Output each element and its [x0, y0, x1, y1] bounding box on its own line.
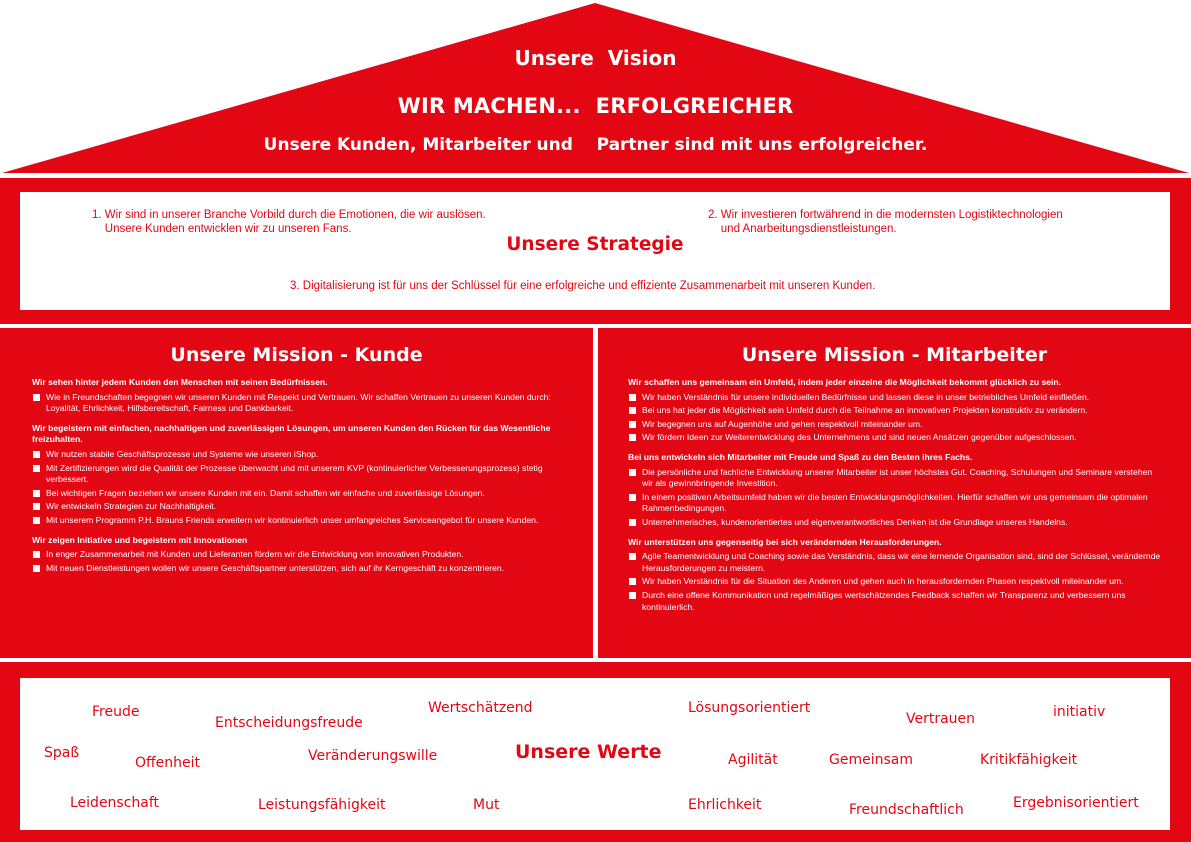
list-item: Mit unserem Programm P.H. Brauns Friends erweitern wir kontinuierlich unser umfangreiches Serviceangebot für unsere Kunden.: [32, 515, 562, 527]
mission-kunde-list-1: [32, 392, 562, 415]
mission-kunde-list-3: [32, 549, 562, 574]
value-ergebnisorientiert: Ergebnisorientiert: [1013, 795, 1139, 811]
strategy-item-1: 1. Wir sind in unserer Branche Vorbild durch die Emotionen, die wir auslösen. Unsere Kunden entwicklen wir zu unseren Fans.: [92, 209, 486, 235]
value-wertschaetzend: Wertschätzend: [428, 700, 533, 716]
vision-title: Unsere Vision: [514, 46, 677, 70]
value-freude: Freude: [92, 704, 140, 720]
value-initiativ: initiativ: [1053, 704, 1106, 720]
list-item: Bei uns hat jeder die Möglichkeit sein Umfeld durch die Teilnahme an innovativen Projekten konstruktiv zu verändern.: [628, 405, 1163, 417]
value-loesungsorientiert: Lösungsorientiert: [688, 700, 811, 716]
mission-kunde-title: Unsere Mission - Kunde: [170, 344, 423, 366]
vision-slogan: WIR MACHEN... ERFOLGREICHER: [397, 94, 794, 118]
list-item: Wir entwickeln Strategien zur Nachhaltigkeit.: [32, 501, 562, 513]
mission-mitarbeiter-panel: [598, 328, 1191, 658]
list-item: Wir begegnen uns auf Augenhöhe und gehen respektvoll miteinander um.: [628, 419, 1163, 431]
mission-kunde-list-2: [32, 449, 562, 527]
mission-mitarbeiter-title: Unsere Mission - Mitarbeiter: [741, 344, 1048, 366]
list-item: In enger Zusammenarbeit mit Kunden und Lieferanten fördern wir die Entwicklung von innovativen Produkten.: [32, 549, 562, 561]
value-leidenschaft: Leidenschaft: [70, 795, 160, 811]
value-kritikfaehigkeit: Kritikfähigkeit: [980, 752, 1078, 768]
value-leistungsfaehigkeit: Leistungsfähigkeit: [258, 797, 386, 813]
mission-mitarbeiter-list-1: [628, 392, 1163, 444]
list-item: Wir haben Verständnis für die Situation des Anderen und gehen auch in herausfordernden Phasen respektvoll miteinander um.: [628, 576, 1163, 588]
value-offenheit: Offenheit: [135, 755, 201, 771]
list-item: Wir haben Verständnis für unsere individuellen Bedürfnisse und lassen diese in unser betriebliches Umfeld einfließen.: [628, 392, 1163, 404]
mission-kunde-body: [32, 377, 562, 582]
strategy-title: Unsere Strategie: [506, 234, 684, 255]
value-ehrlichkeit: Ehrlichkeit: [688, 797, 762, 813]
list-item: Die persönliche und fachliche Entwicklung unserer Mitarbeiter ist unser höchstes Gut. Coaching, Schulungen und Seminare verstehen wir als gewinnbringende Investition.: [628, 467, 1163, 490]
strategy-item-3: 3. Digitalisierung ist für uns der Schlüssel für eine erfolgreiche und effiziente Zusammenarbeit mit unseren Kunden.: [290, 280, 876, 292]
list-item: Wie in Freundschaften begegnen wir unseren Kunden mit Respekt und Vertrauen. Wir schaffen Vertrauen zu unseren Kunden durch: Loyalität, Ehrlichkeit, Hilfsbereitschaft, Fairness und Dankbarkeit.: [32, 392, 562, 415]
value-gemeinsam: Gemeinsam: [829, 752, 913, 768]
mission-kunde-heading-2: Wir begeistern mit einfachen, nachhaltigen und zuverlässigen Lösungen, um unseren Kunden den Rücken für das Wesentliche freizuhalten.: [32, 422, 551, 445]
value-vertrauen: Vertrauen: [906, 711, 976, 727]
mission-mitarbeiter-body: [628, 377, 1163, 621]
mission-mitarbeiter-heading-1: Wir schaffen uns gemeinsam ein Umfeld, indem jeder einzelne die Möglichkeit bekommt glücklich zu sein.: [628, 377, 1062, 387]
value-mut: Mut: [473, 797, 500, 813]
list-item: Bei wichtigen Fragen beziehen wir unsere Kunden mit ein. Damit schaffen wir einfache und zuverlässige Lösungen.: [32, 488, 562, 500]
values-panel: [20, 678, 1170, 830]
mission-mitarbeiter-list-2: [628, 467, 1163, 529]
value-veraenderungswille: Veränderungswille: [308, 748, 438, 764]
list-item: Mit neuen Dienstleistungen wollen wir unsere Geschäftspartner unterstützen, sich auf ihr Kerngeschäft zu konzentrieren.: [32, 563, 562, 575]
mission-kunde-heading-3: Wir zeigen Initiative und begeistern mit Innovationen: [32, 534, 248, 545]
mission-mitarbeiter-list-3: [628, 551, 1163, 613]
list-item: Agile Teamentwicklung und Coaching sowie das Verständnis, dass wir eine lernende Organisation sind, sind der Schlüssel, verändernde Herausforderungen zu meistern.: [628, 551, 1163, 574]
value-spass: Spaß: [44, 745, 80, 761]
list-item: In einem positiven Arbeitsumfeld haben wir die besten Entwicklungsmöglichkeiten. Hierfür schaffen wir uns gemeinsam die optimalen Rahmenbedingungen.: [628, 492, 1163, 515]
mission-mitarbeiter-heading-2: Bei uns entwickeln sich Mitarbeiter mit Freude und Spaß zu den Besten ihres Fachs.: [628, 451, 973, 462]
list-item: Wir fördern Ideen zur Weiterentwicklung des Unternehmens und sind neuen Ansätzen gegenüber aufgeschlossen.: [628, 432, 1163, 444]
list-item: Unternehmerisches, kundenorientiertes und eigenverantwortliches Denken ist die Grundlage unseres Handelns.: [628, 517, 1163, 529]
list-item: Wir nutzen stabile Geschäftsprozesse und Systeme wie unseren iShop.: [32, 449, 562, 461]
value-entscheidungsfreude: Entscheidungsfreude: [215, 715, 363, 731]
list-item: Durch eine offene Kommunikation und regelmäßiges wertschätzendes Feedback schaffen wir Transparenz und verbessern uns kontinuierlich.: [628, 590, 1163, 613]
strategy-panel: [20, 192, 1170, 310]
mission-kunde-panel: [0, 328, 593, 658]
mission-mitarbeiter-heading-3: Wir unterstützen uns gegenseitig bei sich verändernden Herausforderungen.: [628, 536, 942, 547]
strategy-item-2: 2. Wir investieren fortwährend in die modernsten Logistiktechnologien und Anarbeitungsdienstleistungen.: [708, 209, 1063, 235]
values-title: Unsere Werte: [515, 741, 662, 763]
vision-subtitle: Unsere Kunden, Mitarbeiter und Partner sind mit uns erfolgreicher.: [263, 135, 928, 155]
value-agilitaet: Agilität: [728, 752, 778, 768]
list-item: Mit Zertifizierungen wird die Qualität der Prozesse überwacht und mit unserem KVP (kontinuierlicher Verbesserungsprozess) stetig verbessert.: [32, 463, 562, 486]
mission-kunde-heading-1: Wir sehen hinter jedem Kunden den Menschen mit seinen Bedürfnissen.: [32, 377, 328, 387]
value-freundschaftlich: Freundschaftlich: [849, 802, 964, 818]
